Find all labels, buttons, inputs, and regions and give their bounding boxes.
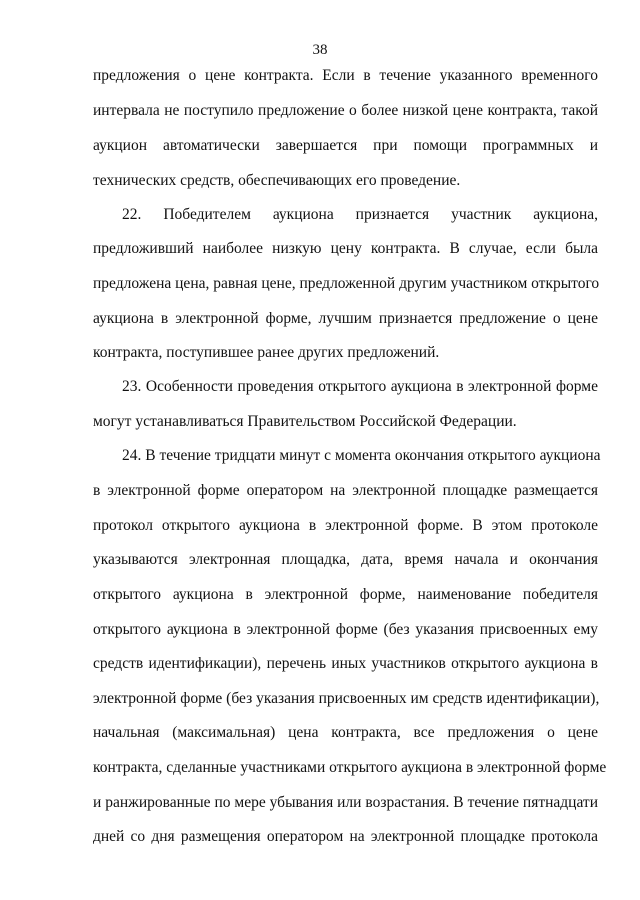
text-line: аукцион автоматически завершается при помощи программных и <box>93 137 598 154</box>
text-line: интервала не поступило предложение о более низкой цене контракта, такой <box>93 102 598 119</box>
text-line: контракта, поступившее ранее других предложений. <box>93 344 440 361</box>
text-line: могут устанавливаться Правительством Российской Федерации. <box>93 413 517 430</box>
paragraph-start-line: 24. В течение тридцати минут с момента окончания открытого аукциона <box>122 447 601 464</box>
text-line: контракта, сделанные участниками открытого аукциона в электронной форме <box>93 759 607 776</box>
text-line: предложивший наиболее низкую цену контракта. В случае, если была <box>93 240 598 257</box>
text-line: указываются электронная площадка, дата, время начала и окончания <box>93 551 598 568</box>
text-line: аукциона в электронной форме, лучшим признается предложение о цене <box>93 310 598 327</box>
paragraph-start-line: 22. Победителем аукциона признается участник аукциона, <box>122 206 598 223</box>
text-line: начальная (максимальная) цена контракта, все предложения о цене <box>93 724 598 741</box>
text-line: дней со дня размещения оператором на электронной площадке протокола <box>93 828 598 845</box>
text-line: предложена цена, равная цене, предложенной другим участником открытого <box>93 275 600 292</box>
text-line: и ранжированные по мере убывания или возрастания. В течение пятнадцати <box>93 794 598 811</box>
text-line: средств идентификации), перечень иных участников открытого аукциона в <box>93 655 598 672</box>
text-line: предложения о цене контракта. Если в течение указанного временного <box>93 67 598 84</box>
text-line: технических средств, обеспечивающих его проведение. <box>93 172 461 189</box>
paragraph-start-line: 23. Особенности проведения открытого аукциона в электронной форме <box>122 378 598 395</box>
text-line: электронной форме (без указания присвоенных им средств идентификации), <box>93 690 600 707</box>
text-line: в электронной форме оператором на электронной площадке размещается <box>93 482 598 499</box>
text-line: открытого аукциона в электронной форме, наименование победителя <box>93 586 598 603</box>
page-number: 38 <box>312 42 328 58</box>
text-line: протокол открытого аукциона в электронной форме. В этом протоколе <box>93 517 598 534</box>
text-line: открытого аукциона в электронной форме (без указания присвоенных ему <box>93 621 598 638</box>
